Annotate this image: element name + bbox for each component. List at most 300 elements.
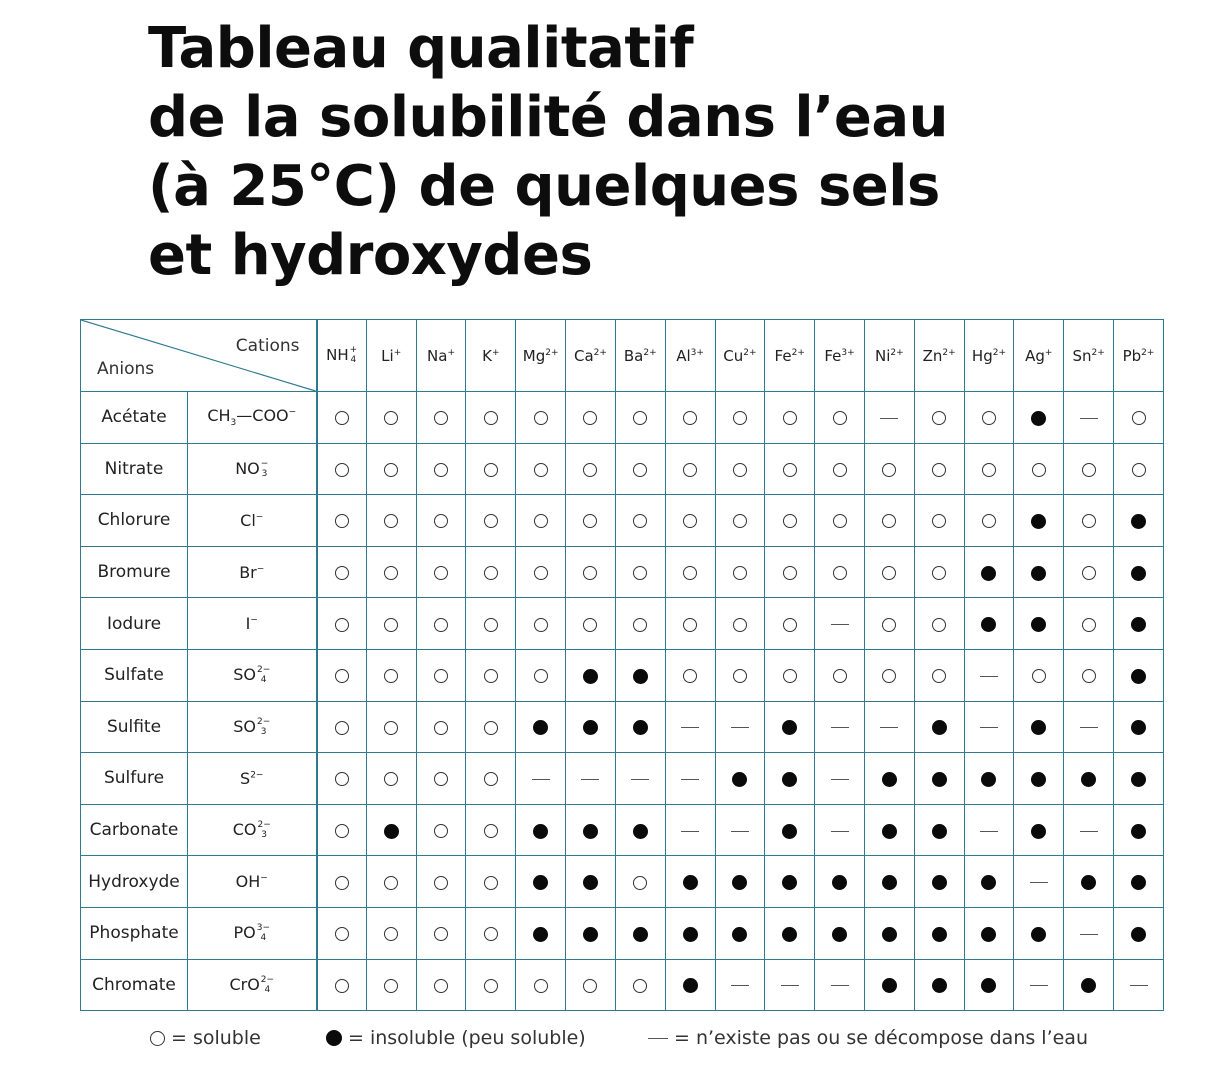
insoluble-dot-icon: [981, 566, 996, 581]
cell-soluble: [466, 649, 516, 701]
legend-soluble: [150, 1027, 261, 1049]
anion-name: Chromate: [81, 959, 188, 1011]
cell-soluble: [366, 959, 416, 1011]
dash-icon: [831, 624, 849, 625]
soluble-circle-icon: [335, 979, 349, 993]
cell-soluble: [864, 598, 914, 650]
soluble-circle-icon: [733, 618, 747, 632]
cell-insoluble: [1114, 804, 1164, 856]
cell-insoluble: [715, 856, 765, 908]
cell-insoluble: [715, 753, 765, 805]
cell-insoluble: [815, 856, 865, 908]
cell-soluble: [317, 701, 367, 753]
cell-soluble: [1014, 443, 1064, 495]
insoluble-dot-icon: [1131, 875, 1146, 890]
cell-soluble: [815, 546, 865, 598]
cation-symbol: Sn: [1072, 346, 1092, 365]
soluble-circle-icon: [384, 618, 398, 632]
soluble-circle-icon: [434, 979, 448, 993]
insoluble-dot-icon: [981, 617, 996, 632]
insoluble-dot-icon: [583, 720, 598, 735]
soluble-circle-icon: [434, 669, 448, 683]
insoluble-dot-icon: [384, 824, 399, 839]
cell-soluble: [317, 804, 367, 856]
cell-soluble: [715, 649, 765, 701]
cell-soluble: [665, 546, 715, 598]
cell-soluble: [466, 546, 516, 598]
insoluble-dot-icon: [533, 720, 548, 735]
cell-not-existing: [964, 649, 1014, 701]
soluble-circle-icon: [484, 566, 498, 580]
soluble-circle-icon: [434, 721, 448, 735]
soluble-circle-icon: [434, 772, 448, 786]
insoluble-dot-icon: [782, 720, 797, 735]
cation-charge: 2+: [942, 347, 956, 358]
cell-soluble: [366, 392, 416, 444]
table-row: [81, 701, 1164, 753]
soluble-circle-icon: [733, 411, 747, 425]
soluble-circle-icon: [882, 463, 896, 477]
cell-insoluble: [964, 753, 1014, 805]
soluble-circle-icon: [833, 669, 847, 683]
cell-insoluble: [1014, 753, 1064, 805]
insoluble-dot-icon: [326, 1030, 342, 1046]
dash-icon: [681, 779, 699, 780]
cell-soluble: [466, 495, 516, 547]
insoluble-dot-icon: [782, 875, 797, 890]
legend-none: [648, 1027, 1088, 1049]
soluble-circle-icon: [633, 514, 647, 528]
insoluble-dot-icon: [1031, 772, 1046, 787]
soluble-circle-icon: [882, 566, 896, 580]
dash-icon: [1130, 985, 1148, 986]
soluble-circle-icon: [683, 411, 697, 425]
cell-not-existing: [1064, 907, 1114, 959]
cell-soluble: [765, 546, 815, 598]
cell-soluble: [317, 392, 367, 444]
cation-symbol: Mg: [522, 346, 546, 365]
cell-soluble: [466, 443, 516, 495]
cell-soluble: [1114, 392, 1164, 444]
dash-icon: [980, 727, 998, 728]
page-title: [148, 14, 1148, 290]
soluble-circle-icon: [583, 979, 597, 993]
table-row: [81, 907, 1164, 959]
cell-soluble: [914, 495, 964, 547]
soluble-circle-icon: [434, 927, 448, 941]
cell-insoluble: [1114, 649, 1164, 701]
cation-header: [765, 320, 815, 392]
soluble-circle-icon: [484, 514, 498, 528]
soluble-circle-icon: [484, 463, 498, 477]
cell-insoluble: [914, 856, 964, 908]
legend-insoluble-text: = insoluble (peu soluble): [348, 1027, 586, 1049]
cell-not-existing: [864, 392, 914, 444]
anion-name: Sulfate: [81, 649, 188, 701]
legend-none-text: = n’existe pas ou se décompose dans l’eau: [674, 1027, 1088, 1049]
soluble-circle-icon: [1132, 411, 1146, 425]
cell-not-existing: [1014, 856, 1064, 908]
cell-soluble: [665, 649, 715, 701]
cell-insoluble: [715, 907, 765, 959]
cation-symbol: Ca: [573, 346, 594, 365]
insoluble-dot-icon: [732, 772, 747, 787]
soluble-circle-icon: [882, 618, 896, 632]
cation-header: [1014, 320, 1064, 392]
anion-formula: SO 2− 3: [188, 701, 317, 753]
cell-soluble: [416, 701, 466, 753]
dash-icon: [831, 985, 849, 986]
table-row: [81, 546, 1164, 598]
cation-charge: 3+: [841, 347, 855, 358]
soluble-circle-icon: [384, 979, 398, 993]
soluble-circle-icon: [434, 876, 448, 890]
soluble-circle-icon: [335, 566, 349, 580]
cell-soluble: [466, 598, 516, 650]
cation-charge: 3+: [690, 347, 704, 358]
insoluble-dot-icon: [732, 875, 747, 890]
cell-insoluble: [1014, 804, 1064, 856]
insoluble-dot-icon: [1031, 824, 1046, 839]
soluble-circle-icon: [484, 824, 498, 838]
insoluble-dot-icon: [1081, 978, 1096, 993]
cell-not-existing: [665, 701, 715, 753]
insoluble-dot-icon: [1031, 617, 1046, 632]
soluble-circle-icon: [150, 1031, 165, 1046]
cation-header: [566, 320, 616, 392]
cell-soluble: [1014, 649, 1064, 701]
cation-charge: 2+: [545, 347, 559, 358]
soluble-circle-icon: [932, 618, 946, 632]
cell-soluble: [615, 959, 665, 1011]
cell-not-existing: [1114, 959, 1164, 1011]
cation-symbol: NH: [326, 346, 349, 364]
soluble-circle-icon: [335, 618, 349, 632]
soluble-circle-icon: [384, 463, 398, 477]
insoluble-dot-icon: [932, 720, 947, 735]
soluble-circle-icon: [484, 979, 498, 993]
cell-insoluble: [765, 907, 815, 959]
soluble-circle-icon: [1032, 463, 1046, 477]
cation-charge: 2+: [791, 347, 805, 358]
cell-not-existing: [1064, 701, 1114, 753]
cell-soluble: [615, 495, 665, 547]
cell-soluble: [366, 907, 416, 959]
cell-soluble: [566, 443, 616, 495]
soluble-circle-icon: [484, 772, 498, 786]
cell-soluble: [864, 546, 914, 598]
cell-not-existing: [516, 753, 566, 805]
soluble-circle-icon: [484, 411, 498, 425]
soluble-circle-icon: [733, 669, 747, 683]
cell-insoluble: [1014, 392, 1064, 444]
cation-charge: 2+: [1091, 347, 1105, 358]
cell-soluble: [765, 495, 815, 547]
cell-insoluble: [1064, 856, 1114, 908]
cation-charge: +: [1044, 347, 1053, 358]
soluble-circle-icon: [583, 618, 597, 632]
cell-insoluble: [914, 753, 964, 805]
cation-symbol: Hg: [971, 346, 993, 365]
soluble-circle-icon: [633, 411, 647, 425]
insoluble-dot-icon: [633, 824, 648, 839]
soluble-circle-icon: [335, 824, 349, 838]
cell-soluble: [416, 546, 466, 598]
insoluble-dot-icon: [782, 772, 797, 787]
title-line-3: (à 25°C) de quelques sels: [148, 154, 940, 219]
soluble-circle-icon: [335, 876, 349, 890]
cell-soluble: [566, 546, 616, 598]
cell-insoluble: [1114, 753, 1164, 805]
cation-header: [914, 320, 964, 392]
legend: [0, 1027, 1224, 1053]
soluble-circle-icon: [583, 411, 597, 425]
cation-header: [815, 320, 865, 392]
cell-insoluble: [615, 701, 665, 753]
soluble-circle-icon: [434, 566, 448, 580]
insoluble-dot-icon: [583, 824, 598, 839]
cell-soluble: [914, 443, 964, 495]
cation-charge: +: [447, 347, 456, 358]
cation-charge: + 4: [349, 345, 358, 365]
soluble-circle-icon: [633, 566, 647, 580]
insoluble-dot-icon: [932, 978, 947, 993]
cation-charge: 2+: [743, 347, 757, 358]
cell-soluble: [615, 392, 665, 444]
soluble-circle-icon: [384, 927, 398, 941]
cation-symbol: Ag: [1025, 346, 1045, 365]
cell-soluble: [914, 598, 964, 650]
cell-insoluble: [964, 598, 1014, 650]
cell-insoluble: [566, 907, 616, 959]
soluble-circle-icon: [434, 824, 448, 838]
cell-insoluble: [864, 959, 914, 1011]
cation-header: [416, 320, 466, 392]
cation-header: [665, 320, 715, 392]
cation-header: [715, 320, 765, 392]
cell-soluble: [317, 495, 367, 547]
soluble-circle-icon: [982, 514, 996, 528]
insoluble-dot-icon: [1131, 566, 1146, 581]
cation-symbol: Cu: [723, 346, 744, 365]
soluble-circle-icon: [384, 772, 398, 786]
soluble-circle-icon: [982, 463, 996, 477]
insoluble-dot-icon: [1131, 720, 1146, 735]
insoluble-dot-icon: [583, 669, 598, 684]
cell-soluble: [466, 392, 516, 444]
cell-insoluble: [566, 804, 616, 856]
corner-label-cations: Cations: [235, 336, 300, 356]
insoluble-dot-icon: [882, 978, 897, 993]
soluble-circle-icon: [335, 927, 349, 941]
insoluble-dot-icon: [683, 875, 698, 890]
cell-insoluble: [914, 959, 964, 1011]
cell-insoluble: [864, 804, 914, 856]
cation-symbol: Al: [676, 346, 691, 365]
cell-soluble: [516, 495, 566, 547]
cell-insoluble: [964, 546, 1014, 598]
soluble-circle-icon: [434, 514, 448, 528]
soluble-circle-icon: [783, 618, 797, 632]
soluble-circle-icon: [882, 514, 896, 528]
title-line-4: et hydroxydes: [148, 223, 593, 288]
cation-symbol: Zn: [922, 346, 943, 365]
cell-soluble: [466, 753, 516, 805]
dash-icon: [1030, 882, 1048, 883]
soluble-circle-icon: [783, 669, 797, 683]
insoluble-dot-icon: [683, 927, 698, 942]
cell-insoluble: [765, 856, 815, 908]
cell-soluble: [366, 495, 416, 547]
cell-soluble: [765, 443, 815, 495]
cell-soluble: [914, 392, 964, 444]
cell-soluble: [815, 495, 865, 547]
soluble-circle-icon: [683, 566, 697, 580]
cell-insoluble: [864, 907, 914, 959]
dash-icon: [1080, 831, 1098, 832]
insoluble-dot-icon: [832, 927, 847, 942]
soluble-circle-icon: [683, 618, 697, 632]
soluble-circle-icon: [384, 514, 398, 528]
soluble-circle-icon: [783, 411, 797, 425]
cell-soluble: [317, 753, 367, 805]
cell-soluble: [516, 392, 566, 444]
anion-formula: PO 3− 4: [188, 907, 317, 959]
insoluble-dot-icon: [1031, 411, 1046, 426]
soluble-circle-icon: [633, 463, 647, 477]
table-header-row: [81, 320, 1164, 392]
insoluble-dot-icon: [1031, 566, 1046, 581]
cell-soluble: [964, 495, 1014, 547]
insoluble-dot-icon: [732, 927, 747, 942]
anion-name: Carbonate: [81, 804, 188, 856]
cell-insoluble: [765, 701, 815, 753]
dash-icon: [681, 831, 699, 832]
dash-icon: [1080, 934, 1098, 935]
cell-soluble: [765, 649, 815, 701]
soluble-circle-icon: [335, 514, 349, 528]
anion-formula: I−: [188, 598, 317, 650]
cell-soluble: [416, 856, 466, 908]
soluble-circle-icon: [384, 669, 398, 683]
insoluble-dot-icon: [932, 824, 947, 839]
cell-insoluble: [566, 701, 616, 753]
cation-symbol: Ni: [875, 346, 891, 365]
insoluble-dot-icon: [981, 875, 996, 890]
soluble-circle-icon: [733, 463, 747, 477]
cell-insoluble: [516, 701, 566, 753]
cell-insoluble: [516, 804, 566, 856]
insoluble-dot-icon: [1081, 875, 1096, 890]
cell-soluble: [317, 546, 367, 598]
dash-icon: [631, 779, 649, 780]
soluble-circle-icon: [384, 876, 398, 890]
cell-insoluble: [914, 804, 964, 856]
soluble-circle-icon: [783, 566, 797, 580]
insoluble-dot-icon: [882, 824, 897, 839]
table-row: [81, 598, 1164, 650]
table-row: [81, 804, 1164, 856]
dash-icon: [1080, 727, 1098, 728]
insoluble-dot-icon: [932, 927, 947, 942]
cell-soluble: [416, 753, 466, 805]
soluble-circle-icon: [384, 721, 398, 735]
anion-name: Sulfite: [81, 701, 188, 753]
cell-not-existing: [665, 753, 715, 805]
dash-icon: [731, 985, 749, 986]
dash-icon: [731, 727, 749, 728]
cell-insoluble: [615, 907, 665, 959]
soluble-circle-icon: [583, 514, 597, 528]
soluble-circle-icon: [683, 463, 697, 477]
insoluble-dot-icon: [1131, 617, 1146, 632]
anion-formula: OH−: [188, 856, 317, 908]
soluble-circle-icon: [583, 463, 597, 477]
cell-soluble: [1064, 495, 1114, 547]
cell-soluble: [516, 649, 566, 701]
anion-formula: Cl−: [188, 495, 317, 547]
insoluble-dot-icon: [882, 875, 897, 890]
cell-not-existing: [566, 753, 616, 805]
insoluble-dot-icon: [782, 927, 797, 942]
cell-insoluble: [1014, 598, 1064, 650]
soluble-circle-icon: [534, 979, 548, 993]
cation-symbol: Fe: [774, 346, 792, 365]
insoluble-dot-icon: [633, 927, 648, 942]
soluble-circle-icon: [534, 669, 548, 683]
cell-soluble: [366, 753, 416, 805]
cell-soluble: [715, 495, 765, 547]
dash-icon: [581, 779, 599, 780]
insoluble-dot-icon: [1131, 772, 1146, 787]
cell-not-existing: [615, 753, 665, 805]
anion-name: Phosphate: [81, 907, 188, 959]
cell-soluble: [715, 546, 765, 598]
table-row: [81, 495, 1164, 547]
cell-soluble: [864, 443, 914, 495]
cation-symbol: Pb: [1122, 346, 1142, 365]
cell-insoluble: [566, 649, 616, 701]
soluble-circle-icon: [833, 514, 847, 528]
cell-soluble: [516, 546, 566, 598]
cell-not-existing: [964, 701, 1014, 753]
cell-insoluble: [964, 856, 1014, 908]
table-row: [81, 443, 1164, 495]
cell-insoluble: [516, 856, 566, 908]
soluble-circle-icon: [534, 566, 548, 580]
soluble-circle-icon: [384, 566, 398, 580]
insoluble-dot-icon: [981, 927, 996, 942]
insoluble-dot-icon: [1031, 927, 1046, 942]
cell-insoluble: [366, 804, 416, 856]
solubility-table: [80, 319, 1164, 1011]
cation-charge: +: [393, 347, 402, 358]
cell-insoluble: [1014, 701, 1064, 753]
soluble-circle-icon: [932, 566, 946, 580]
cell-not-existing: [964, 804, 1014, 856]
cell-not-existing: [815, 959, 865, 1011]
soluble-circle-icon: [335, 721, 349, 735]
dash-icon: [831, 831, 849, 832]
cell-not-existing: [815, 598, 865, 650]
cell-soluble: [665, 392, 715, 444]
cation-header: [1064, 320, 1114, 392]
cell-insoluble: [765, 753, 815, 805]
cell-not-existing: [715, 959, 765, 1011]
cell-soluble: [765, 392, 815, 444]
cell-soluble: [815, 443, 865, 495]
anion-name: Iodure: [81, 598, 188, 650]
